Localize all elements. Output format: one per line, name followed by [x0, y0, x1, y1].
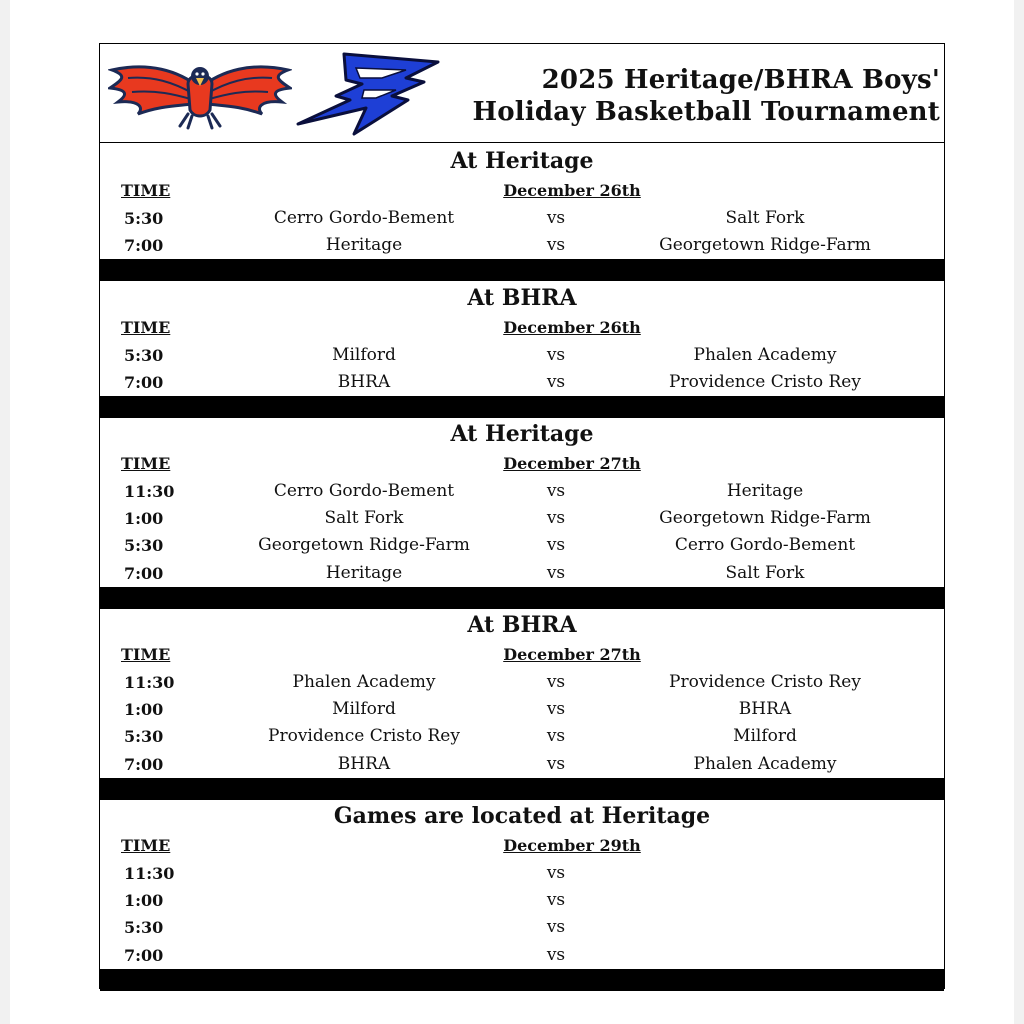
section-date: December 26th	[503, 181, 641, 200]
away-team: Georgetown Ridge-Farm	[659, 235, 871, 256]
game-row	[100, 723, 944, 750]
time-column-header: TIME	[121, 645, 171, 664]
versus-label: vs	[546, 345, 566, 365]
home-team: Georgetown Ridge-Farm	[258, 535, 470, 556]
section-title: At BHRA	[467, 285, 577, 311]
versus-label: vs	[546, 481, 566, 501]
section-date: December 29th	[503, 836, 641, 855]
versus-label: vs	[546, 535, 566, 556]
hawk-logo-icon	[108, 58, 292, 130]
time-column-header: TIME	[121, 454, 171, 473]
game-time: 5:30	[124, 918, 164, 938]
game-row	[100, 232, 944, 259]
versus-label: vs	[546, 672, 566, 692]
game-row	[100, 887, 944, 914]
game-time: 5:30	[124, 209, 164, 228]
away-team: Cerro Gordo-Bement	[674, 535, 856, 556]
game-row	[100, 860, 944, 887]
home-team: Phalen Academy	[292, 672, 436, 692]
time-column-header: TIME	[121, 836, 171, 855]
game-row	[100, 505, 944, 532]
home-team: BHRA	[337, 753, 391, 774]
title-line-1: 2025 Heritage/BHRA Boys'	[541, 65, 940, 95]
lightning-e-logo-icon	[296, 48, 446, 136]
section-divider-bar	[100, 259, 944, 281]
schedule-section	[100, 281, 944, 417]
game-time: 11:30	[124, 482, 175, 501]
away-team: Phalen Academy	[693, 753, 837, 774]
game-time: 1:00	[124, 700, 164, 720]
section-date: December 27th	[503, 645, 641, 664]
away-team: Salt Fork	[725, 208, 805, 228]
game-row	[100, 478, 944, 505]
game-row	[100, 914, 944, 941]
game-time: 5:30	[124, 346, 164, 365]
section-title: At Heritage	[450, 421, 594, 447]
away-team: Providence Cristo Rey	[669, 372, 861, 393]
versus-label: vs	[546, 917, 566, 938]
versus-label: vs	[546, 699, 566, 720]
home-team: Cerro Gordo-Bement	[273, 208, 455, 228]
game-time: 7:00	[124, 563, 164, 583]
header	[100, 44, 944, 143]
schedule-section	[100, 144, 944, 280]
game-row	[100, 369, 944, 396]
home-team: Salt Fork	[324, 508, 404, 529]
away-team: Providence Cristo Rey	[669, 672, 861, 692]
versus-label: vs	[546, 235, 566, 256]
away-team: Georgetown Ridge-Farm	[659, 508, 871, 529]
schedule-section	[100, 417, 944, 608]
game-time: 5:30	[124, 536, 164, 556]
game-time: 11:30	[124, 673, 175, 692]
home-team: Milford	[332, 699, 396, 720]
section-title: Games are located at Heritage	[333, 803, 711, 829]
section-title: At Heritage	[450, 148, 594, 174]
home-team: Milford	[332, 345, 396, 365]
game-row	[100, 560, 944, 587]
section-date: December 27th	[503, 454, 641, 473]
section-divider-bar	[100, 969, 944, 991]
game-time: 7:00	[124, 236, 164, 256]
home-team: Cerro Gordo-Bement	[273, 481, 455, 501]
versus-label: vs	[546, 890, 566, 911]
game-row	[100, 669, 944, 696]
game-row	[100, 751, 944, 778]
away-team: Heritage	[726, 481, 804, 501]
away-team: Phalen Academy	[693, 345, 837, 365]
game-row	[100, 942, 944, 969]
away-team: Milford	[733, 726, 797, 747]
game-time: 1:00	[124, 891, 164, 911]
tournament-title	[440, 64, 940, 128]
home-team: Heritage	[325, 562, 403, 583]
section-divider-bar	[100, 778, 944, 800]
game-time: 5:30	[124, 727, 164, 747]
section-title: At BHRA	[467, 612, 577, 638]
game-row	[100, 532, 944, 559]
section-divider-bar	[100, 587, 944, 609]
versus-label: vs	[546, 372, 566, 393]
schedule-sheet	[99, 43, 945, 989]
versus-label: vs	[546, 208, 566, 228]
game-time: 11:30	[124, 864, 175, 883]
game-time: 1:00	[124, 509, 164, 529]
versus-label: vs	[546, 562, 566, 583]
game-time: 7:00	[124, 945, 164, 965]
versus-label: vs	[546, 726, 566, 747]
home-team: BHRA	[337, 372, 391, 393]
versus-label: vs	[546, 753, 566, 774]
schedule-section	[100, 608, 944, 799]
home-team: Providence Cristo Rey	[268, 726, 460, 747]
page	[10, 0, 1014, 1024]
away-team: Salt Fork	[725, 562, 805, 583]
game-row	[100, 342, 944, 369]
game-row	[100, 205, 944, 232]
game-row	[100, 696, 944, 723]
time-column-header: TIME	[121, 318, 171, 337]
home-team: Heritage	[325, 235, 403, 256]
versus-label: vs	[546, 944, 566, 965]
versus-label: vs	[546, 863, 566, 883]
section-divider-bar	[100, 396, 944, 418]
title-line-2: Holiday Basketball Tournament	[472, 97, 940, 127]
time-column-header: TIME	[121, 181, 171, 200]
game-time: 7:00	[124, 754, 164, 774]
schedule-section	[100, 799, 944, 990]
versus-label: vs	[546, 508, 566, 529]
section-date: December 26th	[503, 318, 641, 337]
game-time: 7:00	[124, 373, 164, 393]
away-team: BHRA	[738, 699, 792, 720]
